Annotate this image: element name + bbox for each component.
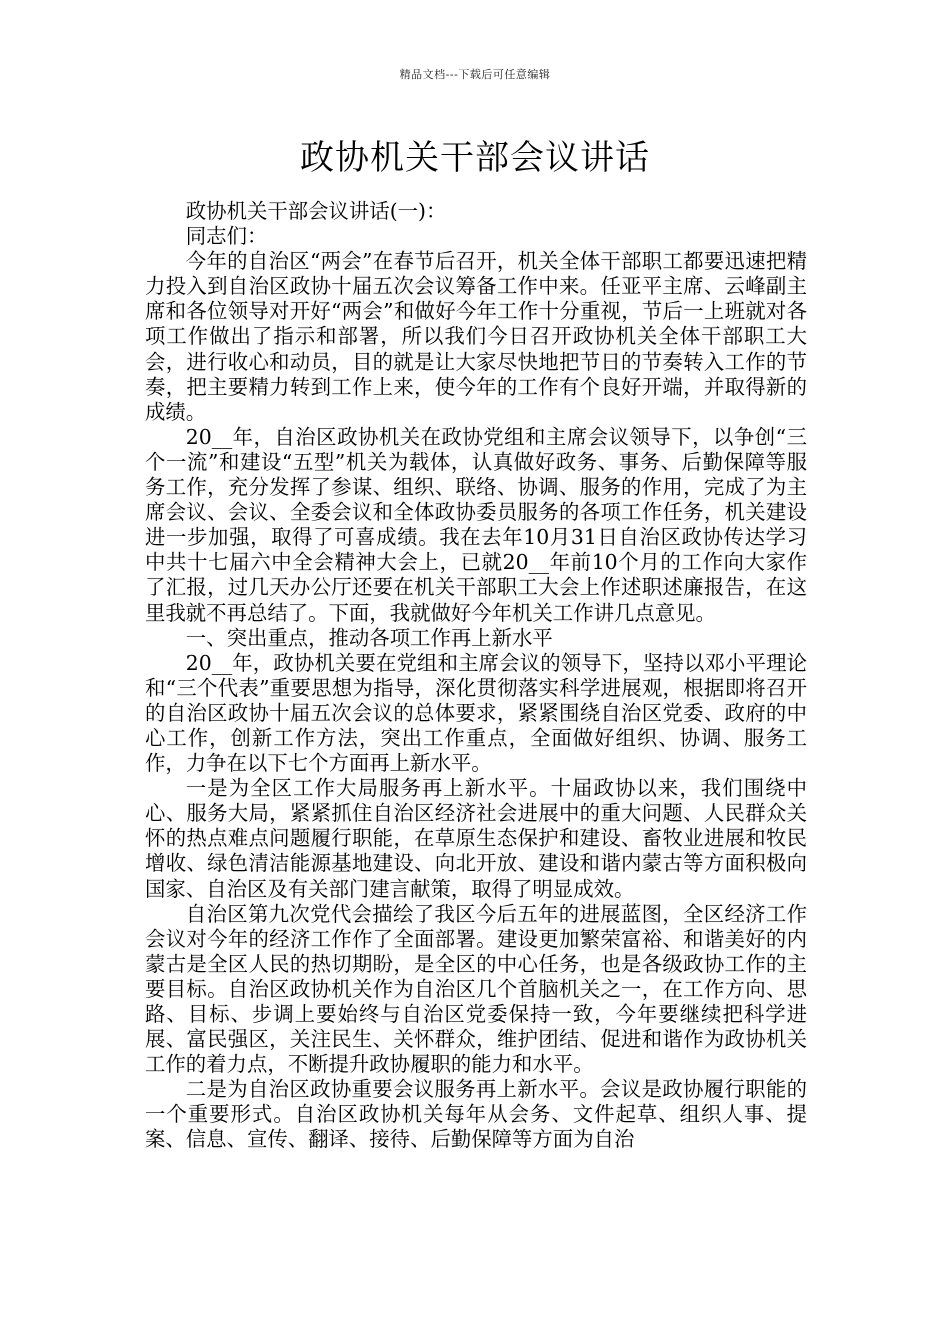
section-heading: 一、突出重点，推动各项工作再上新水平	[185, 625, 553, 650]
paragraph: 同志们：	[185, 224, 268, 249]
paragraph: 政协机关干部会议讲话(一)：	[185, 199, 447, 223]
document-title: 政协机关干部会议讲话	[300, 138, 650, 178]
paragraph: 20__年，政协机关要在党组和主席会议的领导下，坚持以邓小平理论和“三个代表”重要思想为指导，深化贯彻落实科学进展观，根据即将召开的自治区政协十届五次会议的总体要求，紧紧围绕自治区党委、政府的中心工作，创新工作方法，突出工作重点，全面做好组织、协调、服务工作，力争在以下七个方面再上新水平。	[145, 650, 807, 776]
document-body	[145, 199, 807, 1153]
paragraph: 20__年，自治区政协机关在政协党组和主席会议领导下，以争创“三个一流”和建设“五型”机关为载体，认真做好政务、事务、后勤保障等服务工作，充分发挥了参谋、组织、联络、协调、服务的作用，完成了为主席会议、会议、全委会议和全体政协委员服务的各项工作任务，机关建设进一步加强，取得了可喜成绩。我在去年10月31日自治区政协传达学习中共十七届六中全会精神大会上，已就20__年前10个月的工作向大家作了汇报，过几天办公厅还要在机关干部职工大会上作述职述廉报告，在这里我就不再总结了。下面，我就做好今年机关工作讲几点意见。	[145, 424, 807, 625]
page-header: 精品文档---下载后可任意编辑	[399, 68, 551, 81]
paragraph: 自治区第九次党代会描绘了我区今后五年的进展蓝图，全区经济工作会议对今年的经济工作作了全面部署。建设更加繁荣富裕、和谐美好的内蒙古是全区人民的热切期盼，是全区的中心任务，也是各级政协工作的主要目标。自治区政协机关作为自治区几个首脑机关之一，在工作方向、思路、目标、步调上要始终与自治区党委保持一致，今年要继续把科学进展、富民强区，关注民生、关怀群众，维护团结、促进和谐作为政协机关工作的着力点，不断提升政协履职的能力和水平。	[145, 901, 807, 1077]
paragraph: 一是为全区工作大局服务再上新水平。十届政协以来，我们围绕中心、服务大局，紧紧抓住自治区经济社会进展中的重大问题、人民群众关怀的热点难点问题履行职能，在草原生态保护和建设、畜牧业进展和牧民增收、绿色清洁能源基地建设、向北开放、建设和谐内蒙古等方面积极向国家、自治区及有关部门建言献策，取得了明显成效。	[145, 776, 807, 901]
paragraph: 二是为自治区政协重要会议服务再上新水平。会议是政协履行职能的一个重要形式。自治区政协机关每年从会务、文件起草、组织人事、提案、信息、宣传、翻译、接待、后勤保障等方面为自治	[145, 1077, 807, 1152]
paragraph: 今年的自治区“两会”在春节后召开，机关全体干部职工都要迅速把精力投入到自治区政协十届五次会议筹备工作中来。任亚平主席、云峰副主席和各位领导对开好“两会”和做好今年工作十分重视，节后一上班就对各项工作做出了指示和部署，所以我们今日召开政协机关全体干部职工大会，进行收心和动员，目的就是让大家尽快地把节日的节奏转入工作的节奏，把主要精力转到工作上来，使今年的工作有个良好开端，并取得新的成绩。	[145, 249, 807, 424]
